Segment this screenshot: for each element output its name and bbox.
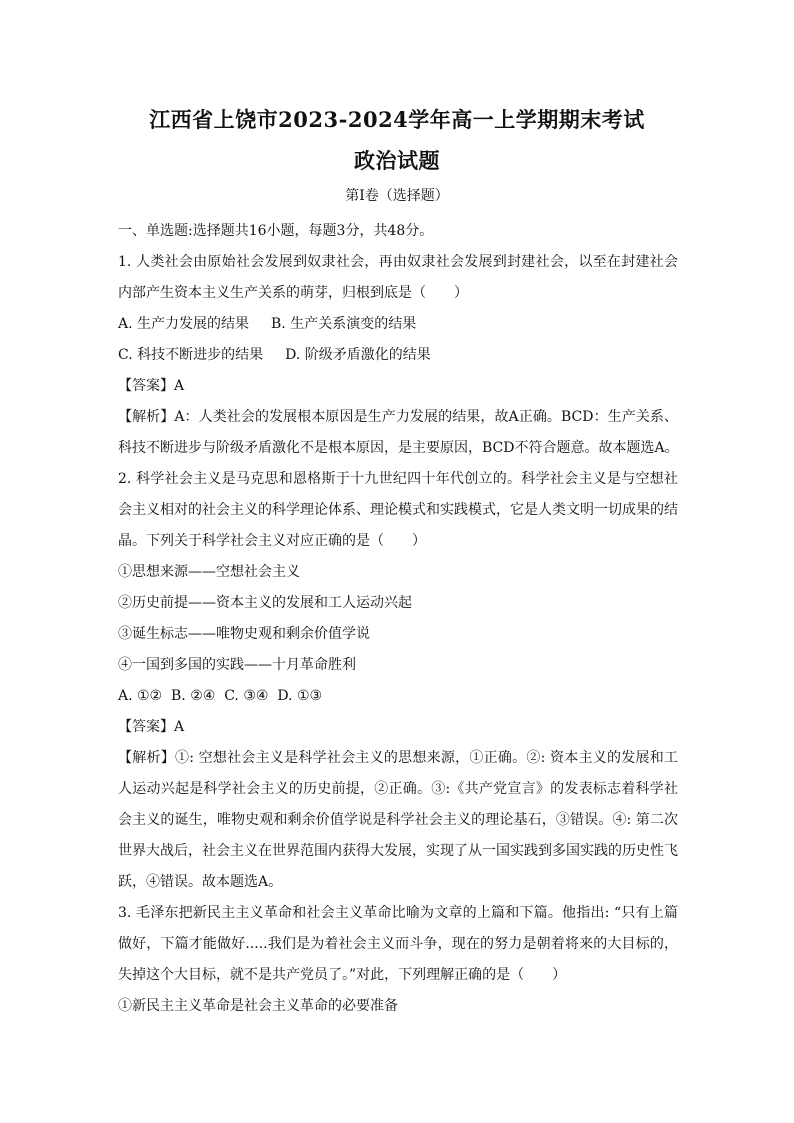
q2-item: ①思想来源——空想社会主义 bbox=[118, 564, 300, 580]
q2-item: ②历史前提——资本主义的发展和工人运动兴起 bbox=[118, 595, 412, 611]
q2-analysis-line: 世界大战后，社会主义在世界范围内获得大发展，实现了从一国实践到多国实践的历史性飞 bbox=[118, 843, 678, 859]
q2-analysis-line: 人运动兴起是科学社会主义的历史前提，②正确。③:《共产党宣言》的发表标志着科学社 bbox=[118, 781, 678, 797]
q2-options: A. ①② B. ②④ C. ③④ D. ①③ bbox=[118, 688, 323, 704]
q3-stem-line: 3. 毛泽东把新民主主义革命和社会主义革命比喻为文章的上篇和下篇。他指出: “只有上篇 bbox=[118, 905, 678, 921]
q1-option-b: B. 生产关系演变的结果 bbox=[271, 316, 417, 332]
q2-analysis-line: 【解析】①: 空想社会主义是科学社会主义的思想来源，①正确。②: 资本主义的发展和工 bbox=[118, 750, 678, 766]
q2-analysis-line: 会主义的诞生，唯物史观和剩余价值学说是科学社会主义的理论基石，③错误。④: 第二次 bbox=[118, 812, 678, 828]
q2-stem-line: 晶。下列关于科学社会主义对应正确的是（ ） bbox=[118, 533, 426, 549]
q1-options-row bbox=[118, 340, 678, 371]
q3-stem-line: 做好，下篇才能做好.....我们是为着社会主义而斗争，现在的努力是朝着将来的大目标的， bbox=[118, 936, 678, 952]
q2-analysis-line: 跃，④错误。故本题选A。 bbox=[118, 874, 283, 890]
q3-item: ①新民主主义革命是社会主义革命的必要准备 bbox=[118, 998, 398, 1014]
q1-stem-line: 1. 人类社会由原始社会发展到奴隶社会，再由奴隶社会发展到封建社会，以至在封建社会 bbox=[118, 254, 678, 270]
subject-title: 政治试题 bbox=[354, 148, 440, 173]
q2-item: ③诞生标志——唯物史观和剩余价值学说 bbox=[118, 626, 370, 642]
volume-heading: 第I卷（选择题） bbox=[345, 188, 449, 204]
q1-option-c: C. 科技不断进步的结果 bbox=[118, 347, 264, 363]
exam-title: 江西省上饶市2023-2024学年高一上学期期末考试 bbox=[149, 107, 645, 132]
section-heading: 一、单选题:选择题共16小题，每题3分，共48分。 bbox=[118, 223, 434, 239]
q2-stem-line: 会主义相对的社会主义的科学理论体系、理论模式和实践模式，它是人类文明一切成果的结 bbox=[118, 502, 678, 518]
q1-answer: 【答案】A bbox=[118, 378, 185, 394]
q2-item: ④一国到多国的实践——十月革命胜利 bbox=[118, 657, 356, 673]
q1-options-row bbox=[118, 309, 678, 340]
q2-answer: 【答案】A bbox=[118, 719, 185, 735]
q1-stem-line: 内部产生资本主义生产关系的萌芽，归根到底是（ ） bbox=[118, 285, 468, 301]
q2-stem-line: 2. 科学社会主义是马克思和恩格斯于十九世纪四十年代创立的。科学社会主义是与空想社 bbox=[118, 471, 678, 487]
q1-analysis-line: 【解析】A：人类社会的发展根本原因是生产力发展的结果，故A正确。BCD：生产关系、 bbox=[118, 409, 678, 425]
q1-analysis-line: 科技不断进步与阶级矛盾激化不是根本原因，是主要原因，BCD不符合题意。故本题选A。 bbox=[118, 440, 679, 456]
q1-option-d: D. 阶级矛盾激化的结果 bbox=[285, 347, 431, 363]
q3-stem-line: 失掉这个大目标，就不是共产党员了。”对此，下列理解正确的是（ ） bbox=[118, 967, 567, 983]
document-body bbox=[118, 216, 678, 1022]
q1-option-a: A. 生产力发展的结果 bbox=[118, 316, 250, 332]
